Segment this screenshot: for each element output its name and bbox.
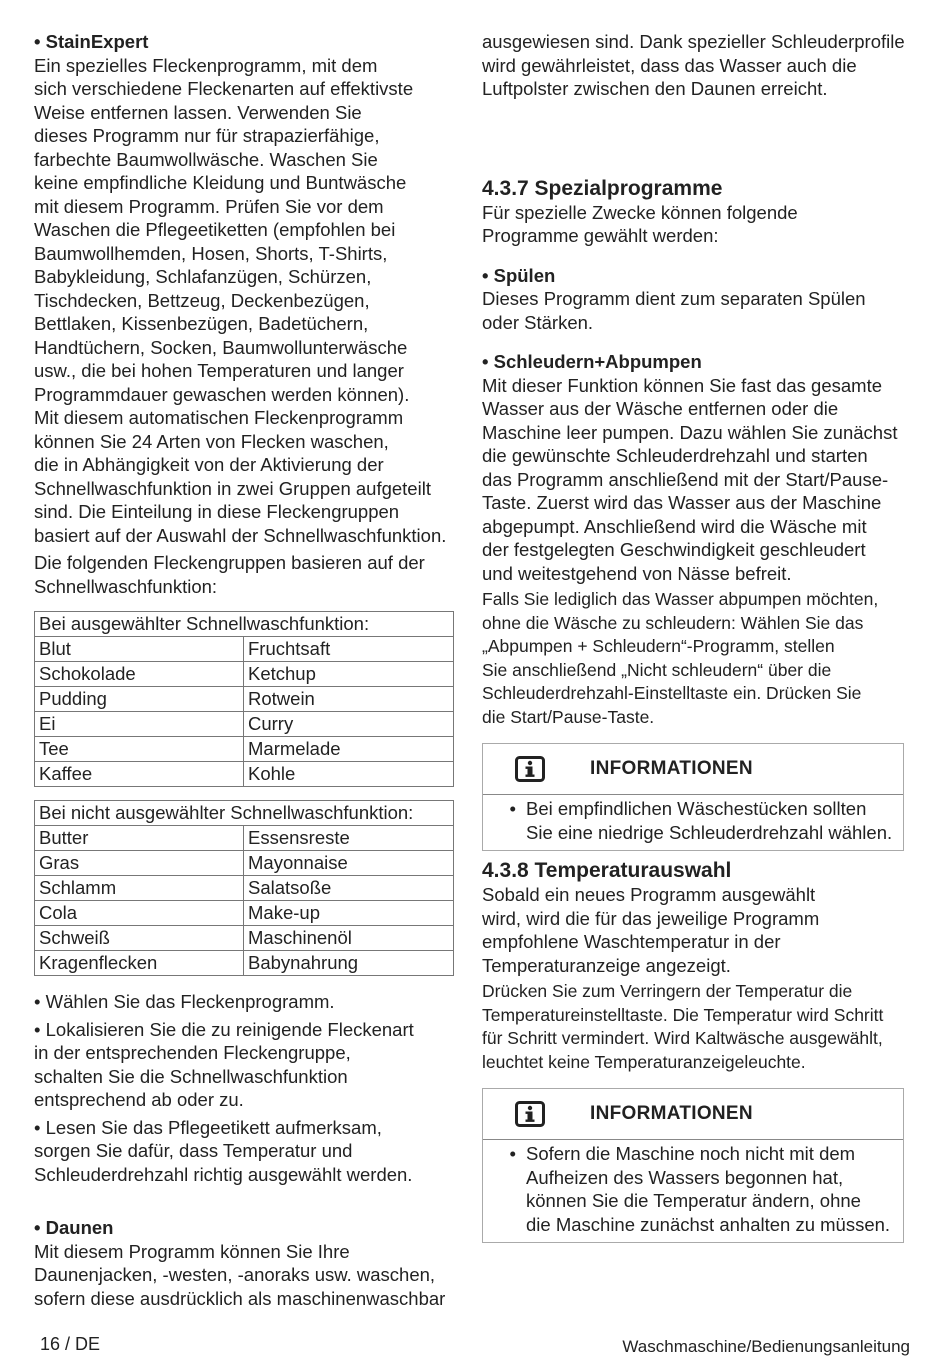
- text-line: Schnellwaschfunktion in zwei Gruppen aufgeteilt: [34, 477, 431, 499]
- text-line: basiert auf der Auswahl der Schnellwaschfunktion.: [34, 524, 447, 546]
- text-line: Schnellwaschfunktion:: [34, 575, 218, 597]
- text-line: usw., die bei hohen Temperaturen und langer: [34, 360, 404, 381]
- text-line: Für spezielle Zwecke können folgende: [482, 201, 798, 223]
- table-cell: Pudding: [35, 687, 244, 712]
- text-line: die gewünschte Schleuderdrehzahl und starten: [482, 445, 868, 466]
- step-2: [34, 1018, 464, 1112]
- table-cell: Curry: [244, 712, 454, 737]
- text-line: in der entsprechenden Fleckengruppe,: [34, 1042, 351, 1063]
- stain-table-quickwash-on: [34, 611, 454, 787]
- text-line: das Programm anschließend mit der Start/Pause-: [482, 468, 889, 490]
- table-cell: Marmelade: [244, 737, 454, 762]
- table-cell: Maschinenöl: [244, 926, 454, 951]
- table-cell: Blut: [35, 637, 244, 662]
- text-line: „Abpumpen + Schleudern“-Programm, stellen: [482, 636, 835, 656]
- text-line: Aufheizen des Wassers begonnen hat,: [526, 1166, 844, 1188]
- text-line: Ein spezielles Fleckenprogramm, mit dem: [34, 54, 378, 76]
- text-line: sind. Die Einteilung in diese Fleckengruppen: [34, 501, 400, 522]
- table-cell: Salatsoße: [244, 876, 454, 901]
- text-line: Sie eine niedrige Schleuderdrehzahl wählen.: [526, 821, 893, 843]
- table-cell: Kragenflecken: [35, 951, 244, 976]
- text-line: leuchtet keine Temperaturanzeigeleuchte.: [482, 1051, 806, 1072]
- table-row: [35, 876, 454, 901]
- text-line: Mit diesem automatischen Fleckenprogramm: [34, 407, 404, 428]
- text-line: sofern diese ausdrücklich als maschinenwaschbar: [34, 1287, 446, 1309]
- text-line: der festgelegten Geschwindigkeit geschleudert: [482, 539, 866, 560]
- table-row: [35, 951, 454, 976]
- text-line: die Maschine zunächst anhalten zu müssen.: [526, 1213, 891, 1235]
- step-1: [34, 990, 464, 1014]
- text-line: Schleuderdrehzahl richtig ausgewählt werden.: [34, 1163, 413, 1185]
- section-438-text-2: [482, 980, 912, 1074]
- table-cell: Schweiß: [35, 926, 244, 951]
- stainexpert-title: • StainExpert: [34, 31, 149, 52]
- section-437-title: 4.3.7 Spezialprogramme: [482, 176, 723, 200]
- text-line: Programmdauer gewaschen werden können).: [34, 383, 410, 405]
- text-line: Sofern die Maschine noch nicht mit dem: [526, 1143, 856, 1164]
- table-header: Bei nicht ausgewählter Schnellwaschfunktion:: [35, 801, 454, 826]
- text-line: Temperaturanzeige angezeigt.: [482, 954, 731, 976]
- text-line: Tischdecken, Bettzeug, Deckenbezügen,: [34, 289, 370, 311]
- step-3: [34, 1116, 464, 1187]
- stain-table-quickwash-off: [34, 800, 454, 976]
- daunen-continued: [482, 30, 912, 101]
- table-cell: Cola: [35, 901, 244, 926]
- table-cell: Make-up: [244, 901, 454, 926]
- spuelen-text: [482, 287, 912, 334]
- text-line: Bettlaken, Kissenbezügen, Badetüchern,: [34, 313, 369, 334]
- text-line: Mit dieser Funktion können Sie fast das gesamte: [482, 374, 883, 396]
- text-line: Sie anschließend „Nicht schleudern“ über die: [482, 659, 832, 680]
- table-cell: Ketchup: [244, 662, 454, 687]
- table-cell: Kaffee: [35, 762, 244, 787]
- info-box-temperature: [482, 1088, 904, 1243]
- table-row: [35, 901, 454, 926]
- schleudern-text-2: [482, 588, 912, 729]
- text-line: Handtüchern, Socken, Baumwollunterwäsche: [34, 336, 408, 358]
- text-line: und weitestgehend von Nässe befreit.: [482, 562, 792, 584]
- table-cell: Fruchtsaft: [244, 637, 454, 662]
- text-line: Schleuderdrehzahl-Einstelltaste ein. Drücken Sie: [482, 683, 862, 703]
- text-line: wird, wird die für das jeweilige Programm: [482, 907, 820, 929]
- table-row: [35, 851, 454, 876]
- info-box-body: [483, 795, 903, 850]
- text-line: Dieses Programm dient zum separaten Spülen: [482, 288, 866, 309]
- info-box-title: INFORMATIONEN: [590, 758, 753, 779]
- bullet: •: [509, 798, 516, 819]
- schleudern-text: [482, 374, 912, 586]
- table-cell: Mayonnaise: [244, 851, 454, 876]
- text-line: Weise entfernen lassen. Verwenden Sie: [34, 101, 362, 123]
- table-cell: Schlamm: [35, 876, 244, 901]
- text-line: Programme gewählt werden:: [482, 225, 719, 246]
- text-line: Daunenjacken, -westen, -anoraks usw. waschen,: [34, 1264, 436, 1285]
- text-line: die Start/Pause-Taste.: [482, 706, 655, 727]
- text-line: können Sie 24 Arten von Flecken waschen,: [34, 430, 389, 452]
- table-row: [35, 637, 454, 662]
- text-line: ausgewiesen sind. Dank spezieller Schleuderprofile: [482, 31, 905, 52]
- text-line: empfohlene Waschtemperatur in der: [482, 931, 781, 952]
- text-line: keine empfindliche Kleidung und Buntwäsche: [34, 172, 407, 193]
- info-box-header: [483, 744, 903, 795]
- table-cell: Schokolade: [35, 662, 244, 687]
- info-box-header: [483, 1089, 903, 1140]
- text-line: abgepumpt. Anschließend wird die Wäsche mit: [482, 515, 867, 537]
- section-438-title: 4.3.8 Temperaturauswahl: [482, 859, 732, 882]
- text-line: Wasser aus der Wäsche entfernen oder die: [482, 398, 839, 419]
- table-cell: Babynahrung: [244, 951, 454, 976]
- table-cell: Tee: [35, 737, 244, 762]
- text-line: Temperatureinstelltaste. Die Temperatur wird Schritt: [482, 1004, 884, 1025]
- table-row: [35, 926, 454, 951]
- info-box-title: INFORMATIONEN: [590, 1103, 753, 1124]
- right-column: [482, 30, 912, 1243]
- info-box-text: [526, 797, 903, 844]
- daunen-text: [34, 1240, 464, 1311]
- table-header: Bei ausgewählter Schnellwaschfunktion:: [35, 612, 454, 637]
- table-row: [35, 662, 454, 687]
- text-line: für Schritt vermindert. Wird Kaltwäsche ausgewählt,: [482, 1028, 883, 1048]
- info-box-body: [483, 1140, 903, 1242]
- text-line: schalten Sie die Schnellwaschfunktion: [34, 1065, 348, 1087]
- table-cell: Rotwein: [244, 687, 454, 712]
- section-438-text: [482, 883, 912, 977]
- text-line: ohne die Wäsche zu schleudern: Wählen Sie das: [482, 612, 864, 633]
- text-line: Mit diesem Programm können Sie Ihre: [34, 1240, 350, 1262]
- text-line: Babykleidung, Schlafanzügen, Schürzen,: [34, 266, 372, 287]
- text-line: farbechte Baumwollwäsche. Waschen Sie: [34, 148, 378, 170]
- text-line: die in Abhängigkeit von der Aktivierung der: [34, 454, 384, 475]
- table-cell: Kohle: [244, 762, 454, 787]
- text-line: Sobald ein neues Programm ausgewählt: [482, 884, 816, 905]
- table-row: [35, 687, 454, 712]
- daunen-title: • Daunen: [34, 1217, 114, 1238]
- table-cell: Gras: [35, 851, 244, 876]
- table-cell: Essensreste: [244, 826, 454, 851]
- text-line: oder Stärken.: [482, 311, 594, 333]
- schleudern-title: • Schleudern+Abpumpen: [482, 351, 702, 372]
- section-437-intro: [482, 201, 912, 248]
- text-line: dieses Programm nur für strapazierfähige,: [34, 125, 380, 146]
- table-row: [35, 826, 454, 851]
- bullet: •: [509, 1143, 516, 1164]
- text-line: entsprechend ab oder zu.: [34, 1089, 244, 1110]
- text-line: • Lokalisieren Sie die zu reinigende Fleckenart: [34, 1018, 414, 1040]
- text-line: Taste. Zuerst wird das Wasser aus der Maschine: [482, 492, 882, 513]
- text-line: können Sie die Temperatur ändern, ohne: [526, 1190, 861, 1211]
- table-row: [35, 712, 454, 737]
- groups-intro: [34, 551, 464, 598]
- text-line: mit diesem Programm. Prüfen Sie vor dem: [34, 195, 384, 217]
- text-line: Waschen die Pflegeetiketten (empfohlen bei: [34, 219, 396, 240]
- table-row: [35, 737, 454, 762]
- text-line: • Lesen Sie das Pflegeetikett aufmerksam,: [34, 1116, 382, 1138]
- text-line: sorgen Sie dafür, dass Temperatur und: [34, 1140, 353, 1161]
- left-column: [34, 30, 464, 1310]
- text-line: Bei empfindlichen Wäschestücken sollten: [526, 798, 867, 819]
- page-number: 16 / DE: [40, 1334, 101, 1354]
- info-icon: [515, 1101, 545, 1127]
- text-line: wird gewährleistet, dass das Wasser auch die: [482, 54, 857, 76]
- table-cell: Butter: [35, 826, 244, 851]
- table-cell: Ei: [35, 712, 244, 737]
- info-box-text: [526, 1142, 903, 1236]
- text-line: Die folgenden Fleckengruppen basieren auf der: [34, 552, 425, 573]
- text-line: Baumwollhemden, Hosen, Shorts, T-Shirts,: [34, 242, 388, 264]
- text-line: • Wählen Sie das Fleckenprogramm.: [34, 991, 335, 1012]
- text-line: Luftpolster zwischen den Daunen erreicht.: [482, 78, 828, 99]
- text-line: sich verschiedene Fleckenarten auf effektivste: [34, 78, 414, 99]
- text-line: Falls Sie lediglich das Wasser abpumpen möchten,: [482, 589, 879, 609]
- stainexpert-text: [34, 54, 464, 548]
- spuelen-title: • Spülen: [482, 264, 556, 286]
- document-title: Waschmaschine/Bedienungsanleitung: [622, 1337, 910, 1356]
- text-line: Drücken Sie zum Verringern der Temperatur die: [482, 981, 853, 1001]
- info-box-spin: [482, 743, 904, 851]
- info-icon: [515, 756, 545, 782]
- text-line: Maschine leer pumpen. Dazu wählen Sie zunächst: [482, 421, 898, 443]
- table-row: [35, 762, 454, 787]
